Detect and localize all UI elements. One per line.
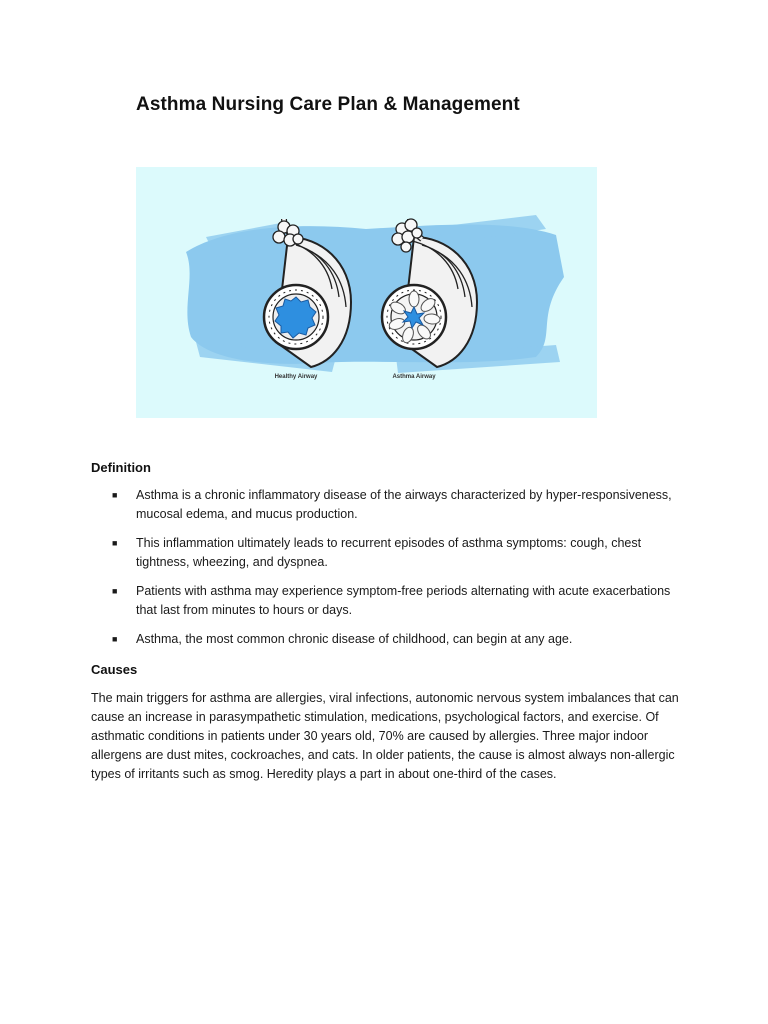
healthy-airway-label: Healthy Airway [274,374,318,380]
causes-heading: Causes [91,662,138,677]
definition-bullet-list [91,486,691,659]
list-item [91,630,691,649]
airway-illustration [136,167,597,418]
asthma-airway-label: Asthma Airway [392,374,436,380]
causes-paragraph: The main triggers for asthma are allergies, viral infections, autonomic nervous system imbalances that can cause an increase in parasympathetic stimulation, medications, psychological factors, and exercise. Of asthmatic conditions in patients under 30 years old, 70% are caused by allergies. Three major indoor allergens are dust mites, cockroaches, and cats. In older patients, the cause is almost always non-allergic types of irritants such as smog. Heredity plays a part in about one-third of the cases. [91,691,679,781]
bullet-square-icon: ■ [112,538,118,548]
bullet-text: Asthma is a chronic inflammatory disease of the airways characterized by hyper-responsiveness, mucosal edema, and mucus production. [136,488,672,521]
bullet-text: Asthma, the most common chronic disease of childhood, can begin at any age. [136,632,573,646]
bullet-square-icon: ■ [112,490,118,500]
list-item [91,582,691,620]
definition-heading: Definition [91,460,151,475]
bullet-text: Patients with asthma may experience symptom-free periods alternating with acute exacerbations that last from minutes to hours or days. [136,584,671,617]
bullet-text: This inflammation ultimately leads to recurrent episodes of asthma symptoms: cough, chest tightness, wheezing, and dyspnea. [136,536,642,569]
list-item [91,486,691,524]
document-title: Asthma Nursing Care Plan & Management [136,94,520,115]
list-item [91,534,691,572]
bullet-square-icon: ■ [112,586,118,596]
bullet-square-icon: ■ [112,634,118,644]
